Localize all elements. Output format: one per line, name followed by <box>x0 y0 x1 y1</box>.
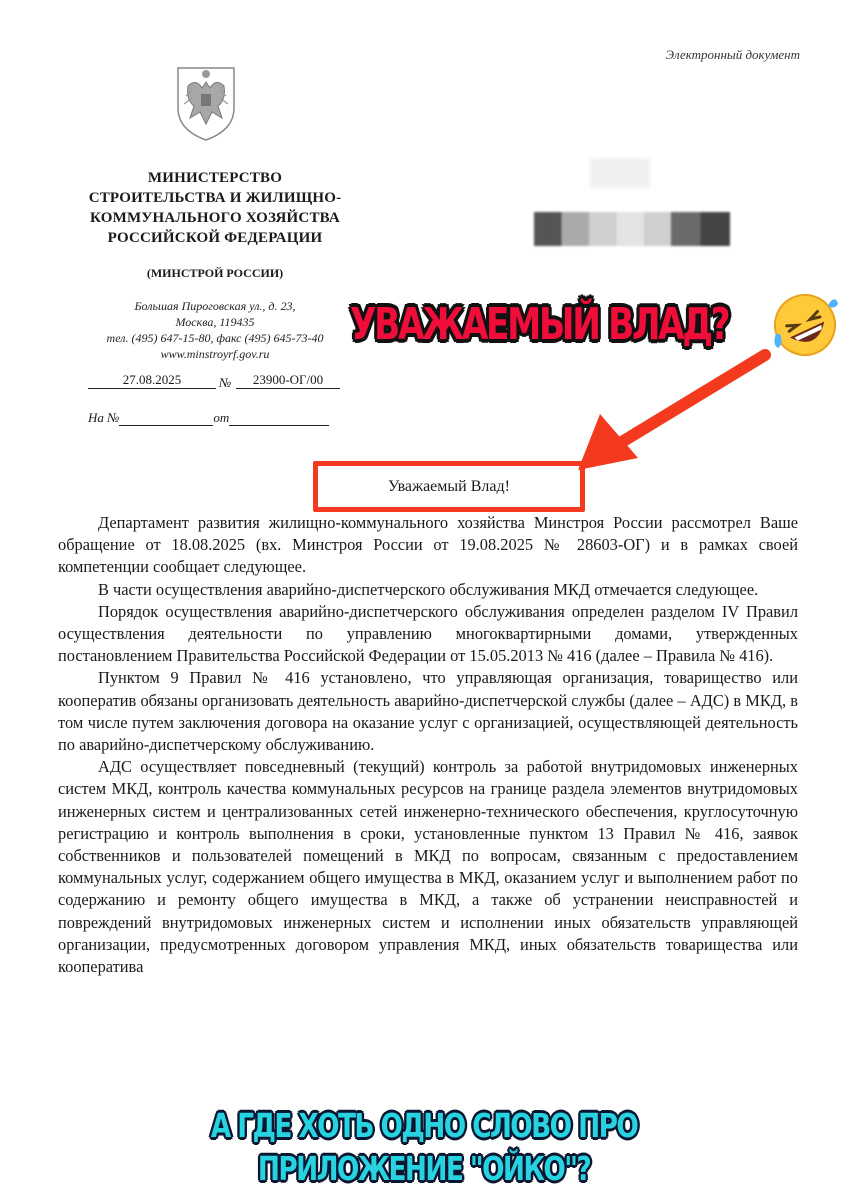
arrow-icon <box>560 340 790 480</box>
greeting: Уважаемый Влад! <box>388 478 510 495</box>
reply-from-label: от <box>213 410 230 425</box>
address-line: Москва, 119435 <box>175 315 255 329</box>
electronic-document-label: Электронный документ <box>665 47 800 62</box>
body-paragraph: Департамент развития жилищно-коммунального хозяйства Минстроя России рассмотрел Ваше обращение от 18.08.2025 (вх. Минстроя России от 19.08.2025 № 28603-ОГ) и в рамках своей компетенции сообщает следующее. <box>58 513 798 577</box>
address-line: Большая Пироговская ул., д. 23, <box>134 299 296 313</box>
caption-line: ПРИЛОЖЕНИЕ "ОЙКО"? <box>257 1149 591 1188</box>
body-paragraph: В части осуществления аварийно-диспетчерского обслуживания МКД отмечается следующее. <box>98 579 759 599</box>
ministry-short-name: (МИНСТРОЙ РОССИИ) <box>146 266 284 280</box>
coat-of-arms-icon <box>168 60 244 142</box>
reply-reference-line <box>88 410 348 426</box>
letter-date: 27.08.2025 <box>88 372 216 389</box>
reply-prefix: На № <box>88 410 120 425</box>
letter-number: 23900-ОГ/00 <box>236 372 340 389</box>
ministry-line: РОССИЙСКОЙ ФЕДЕРАЦИИ <box>107 230 323 246</box>
body-paragraph: Порядок осуществления аварийно-диспетчерского обслуживания определен разделом IV Правил осуществления деятельности по управлению многоквартирными домами, утвержденных постановлением Правительства Российской Федерации от 15.05.2013 № 416 (далее – Правила № 416). <box>58 601 798 666</box>
body-paragraph: АДС осуществляет повседневный (текущий) контроль за работой внутридомовых инженерных систем МКД, контроль качества коммунальных ресурсов на границе раздела элементов внутридомовых инженерных систем и централизованных сетей инженерно-технического обеспечения, круглосуточную регистрацию и контроль выполнения в сроки, установленные пунктом 13 Правил № 416, заявок собственников и пользователей помещений в МКД по вопросам, связанным с предоставлением коммунальных услуг, содержанием общего имущества в МКД, оказанием услуг и выполнением работ по содержанию и ремонту общего имущества в МКД, а также об устранении неисправностей и повреждений внутридомовых инженерных систем и исполнении иных обязательств управляющей организации, предусмотренных договором управления МКД, иных обязательств товарищества или кооператива <box>58 757 798 977</box>
number-sign: № <box>219 375 232 390</box>
ministry-line: СТРОИТЕЛЬСТВА И ЖИЛИЩНО- <box>88 190 342 206</box>
redacted-area <box>590 158 650 188</box>
caption-line: А ГДЕ ХОТЬ ОДНО СЛОВО ПРО <box>210 1106 638 1145</box>
ministry-line: МИНИСТЕРСТВО <box>147 170 283 186</box>
redacted-recipient <box>534 212 730 246</box>
highlight-frame <box>313 461 585 512</box>
overlay-caption-bottom <box>0 1104 848 1190</box>
body-paragraph: Пунктом 9 Правил № 416 установлено, что управляющая организация, товарищество или кооператив обязаны организовать деятельность аварийно-диспетчерской службы (далее – АДС) в МКД, в том числе путем заключения договора на оказание услуг с организацией, осуществляющей деятельность по аварийно-диспетчерскому обслуживанию. <box>58 668 798 755</box>
address-line: www.minstroyrf.gov.ru <box>160 347 270 361</box>
rofl-emoji-icon <box>770 290 840 360</box>
ministry-line: КОММУНАЛЬНОГО ХОЗЯЙСТВА <box>90 210 340 226</box>
reply-date-blank <box>229 411 329 426</box>
reply-number-blank <box>119 411 213 426</box>
ministry-name <box>40 168 390 248</box>
ministry-address <box>40 298 390 362</box>
address-line: тел. (495) 647-15-80, факс (495) 645-73-40 <box>106 331 324 345</box>
overlay-caption-top: УВАЖАЕМЫЙ ВЛАД? <box>350 299 729 350</box>
registration-line <box>88 372 348 394</box>
letter-body <box>58 512 798 978</box>
